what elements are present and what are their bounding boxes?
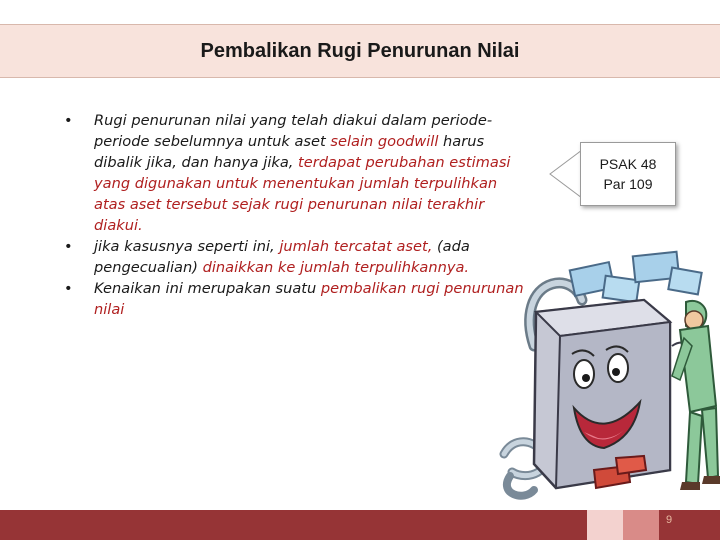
- bullet-item-1: [64, 110, 524, 236]
- psak-callout: [580, 142, 676, 206]
- bullet-item-2: [64, 236, 524, 278]
- bullet-2-text-a: jika kasusnya seperti ini,: [94, 238, 280, 255]
- title-band: [0, 24, 720, 78]
- bullet-1-highlight-b: terdapat perubahan estimasi yang digunakan untuk menentukan jumlah terpulihkan atas aset tersebut sejak rugi penurunan nilai terakhir diakui.: [94, 154, 511, 234]
- bullet-1-highlight-a: selain goodwill: [330, 133, 439, 150]
- appliance-worker-clipart: [494, 226, 720, 516]
- footer-segment-main: [0, 510, 587, 540]
- page-number: 9: [665, 514, 673, 526]
- bullet-2-highlight-b: dinaikkan ke jumlah terpulihkannya.: [202, 259, 470, 276]
- bullet-item-3: [64, 278, 524, 320]
- bullet-3-highlight-a: pembalikan rugi penurunan nilai: [94, 280, 524, 318]
- footer-segment-pale: [587, 510, 623, 540]
- bullet-2-highlight-a: jumlah tercatat aset,: [279, 238, 433, 255]
- bullet-3-text-a: Kenaikan ini merupakan suatu: [94, 280, 321, 297]
- psak-callout-line1: PSAK 48: [599, 156, 657, 172]
- bullet-1-text-a: Rugi penurunan nilai yang telah diakui dalam periode-periode sebelumnya untuk aset: [94, 112, 493, 150]
- footer-segment-mid: [623, 510, 659, 540]
- bullet-list: [64, 110, 524, 320]
- callout-pointer: [548, 142, 582, 206]
- psak-callout-line2: Par 109: [603, 176, 653, 192]
- footer-bar: [0, 510, 720, 540]
- bullet-2-text-b: (ada pengecualian): [94, 238, 470, 276]
- slide-title: Pembalikan Rugi Penurunan Nilai: [200, 39, 520, 62]
- bullet-1-text-b: harus dibalik jika, dan hanya jika,: [94, 133, 485, 171]
